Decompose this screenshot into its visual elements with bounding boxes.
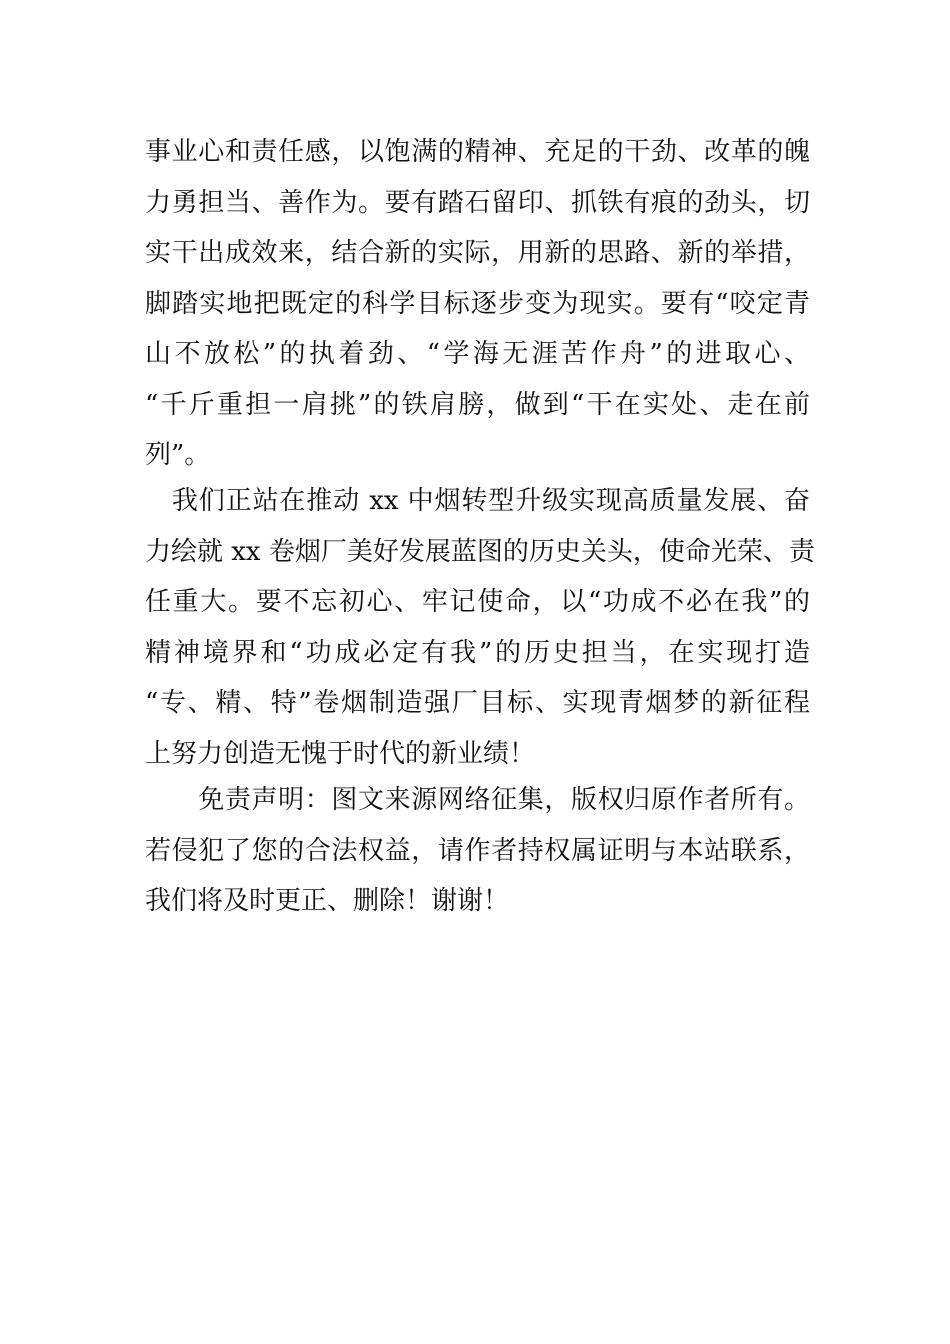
paragraph-line: 力勇担当、善作为。要有踏石留印、抓铁有痕的劲头，切 <box>145 187 810 218</box>
paragraph-line: 我们正站在推动 xx 中烟转型升级实现高质量发展、奋 <box>145 486 810 516</box>
disclaimer-line: 我们将及时更正、删除！谢谢！ <box>145 886 510 916</box>
paragraph-line: 任重大。要不忘初心、牢记使命，以“功成不必在我”的 <box>145 587 810 617</box>
paragraph-line: 精神境界和“功成必定有我”的历史担当，在实现打造 <box>145 637 810 668</box>
paragraph-line: 实干出成效来，结合新的实际，用新的思路、新的举措， <box>145 238 810 268</box>
paragraph-line: 脚踏实地把既定的科学目标逐步变为现实。要有“咬定青 <box>145 288 810 319</box>
paragraph-line: 力绘就 xx 卷烟厂美好发展蓝图的历史关头，使命光荣、责 <box>145 536 815 567</box>
paragraph-body-2 <box>145 476 815 779</box>
disclaimer <box>145 775 810 927</box>
paragraph-line: 上努力创造无愧于时代的新业绩！ <box>145 738 536 769</box>
paragraph-line: 列”。 <box>145 440 211 470</box>
paragraph-line: 山不放松”的执着劲、“学海无涯苦作舟”的进取心、 <box>145 339 810 369</box>
paragraph-line: 事业心和责任感，以饱满的精神、充足的干劲、改革的魄 <box>145 137 810 167</box>
disclaimer-line: 若侵犯了您的合法权益，请作者持权属证明与本站联系， <box>145 835 810 866</box>
paragraph-body-1 <box>145 127 810 481</box>
paragraph-line: “千斤重担一肩挑”的铁肩膀，做到“干在实处、走在前 <box>145 389 810 420</box>
paragraph-line: “专、精、特”卷烟制造强厂目标、实现青烟梦的新征程 <box>145 688 810 718</box>
disclaimer-line: 免责声明：图文来源网络征集，版权归原作者所有。 <box>145 785 810 815</box>
